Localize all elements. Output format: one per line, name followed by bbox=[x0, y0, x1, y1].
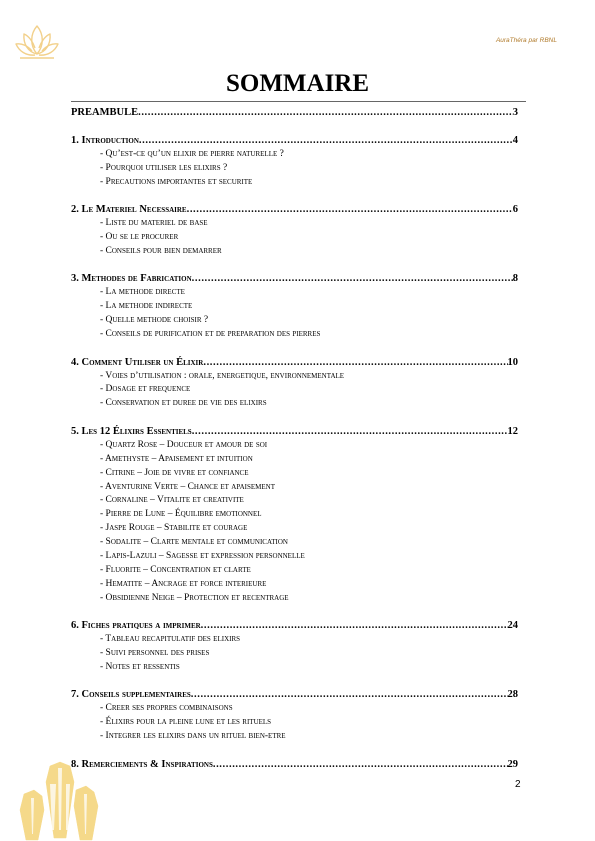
toc-subitem[interactable]: - Liste du materiel de base bbox=[100, 218, 208, 229]
toc-subitem[interactable]: - La methode indirecte bbox=[100, 301, 193, 312]
toc-entry[interactable] bbox=[71, 688, 518, 702]
brand-label: AuraThéra par RBNL bbox=[495, 37, 557, 44]
toc-entry-page: 3 bbox=[512, 107, 518, 118]
toc-leader-dots bbox=[139, 134, 513, 148]
toc-subitems bbox=[71, 702, 518, 744]
toc-entry-label: 5. Les 12 Élixirs Essentiels bbox=[71, 425, 192, 437]
toc-entry[interactable] bbox=[71, 203, 518, 217]
page-title: SOMMAIRE bbox=[225, 70, 370, 97]
toc-leader-dots bbox=[201, 619, 508, 633]
toc-entry[interactable] bbox=[71, 106, 518, 120]
toc-section bbox=[71, 134, 518, 190]
toc-subitem[interactable]: - Sodalite – Clarte mentale et communication bbox=[100, 537, 288, 548]
toc-entry-page: 29 bbox=[507, 758, 518, 770]
toc-subitem[interactable]: - Cornaline – Vitalite et creativite bbox=[100, 495, 244, 506]
toc-entry-label: 3. Methodes de Fabrication bbox=[71, 273, 192, 285]
toc-subitem[interactable]: - Voies d’utilisation : orale, energetique, environnementale bbox=[100, 370, 345, 381]
toc-subitems bbox=[71, 148, 518, 190]
toc-subitem[interactable]: - Qu’est-ce qu’un elixir de pierre naturelle ? bbox=[100, 149, 284, 159]
toc-leader-dots bbox=[213, 758, 508, 772]
toc-subitem[interactable]: - Fluorite – Concentration et clarte bbox=[100, 564, 251, 575]
toc-entry-page: 12 bbox=[507, 425, 518, 437]
toc-section bbox=[71, 203, 518, 259]
toc-leader-dots bbox=[192, 425, 508, 439]
toc-subitems bbox=[71, 217, 518, 259]
toc-section bbox=[71, 272, 518, 342]
toc-section bbox=[71, 356, 518, 412]
toc-subitem[interactable]: - Precautions importantes et securite bbox=[100, 176, 253, 187]
toc-subitem[interactable]: - Integrer les elixirs dans un rituel bien-etre bbox=[100, 731, 286, 742]
toc-subitem[interactable]: - Quelle methode choisir ? bbox=[100, 315, 209, 326]
toc-subitem[interactable]: - Lapis-Lazuli – Sagesse et expression personnelle bbox=[100, 551, 305, 562]
toc-entry-page: 4 bbox=[512, 135, 518, 146]
toc-subitem[interactable]: - Aventurine Verte – Chance et apaisement bbox=[100, 481, 276, 492]
toc-entry[interactable] bbox=[71, 134, 518, 148]
toc-entry-page: 28 bbox=[507, 689, 518, 701]
lotus-icon bbox=[14, 22, 60, 60]
toc-entry-label: 6. Fiches pratiques a imprimer bbox=[71, 620, 201, 632]
table-of-contents bbox=[71, 106, 518, 785]
crystals-icon bbox=[14, 760, 102, 841]
toc-subitem[interactable]: - Notes et ressentis bbox=[100, 661, 180, 672]
toc-subitem[interactable]: - Dosage et frequence bbox=[100, 384, 191, 395]
toc-leader-dots bbox=[191, 688, 508, 702]
page-number: 2 bbox=[515, 779, 521, 790]
toc-subitem[interactable]: - Suivi personnel des prises bbox=[100, 648, 210, 659]
toc-entry[interactable] bbox=[71, 758, 518, 772]
toc-subitems bbox=[71, 370, 518, 412]
toc-subitem[interactable]: - Pierre de Lune – Équilibre emotionnel bbox=[100, 509, 262, 520]
toc-entry-page: 6 bbox=[512, 204, 518, 216]
toc-entry[interactable] bbox=[71, 272, 518, 286]
title-divider bbox=[71, 101, 526, 102]
toc-subitem[interactable]: - Quartz Rose – Douceur et amour de soi bbox=[100, 439, 268, 450]
toc-entry[interactable] bbox=[71, 619, 518, 633]
toc-subitem[interactable]: - Citrine – Joie de vivre et confiance bbox=[100, 467, 249, 478]
toc-section bbox=[71, 758, 518, 772]
toc-subitems bbox=[71, 633, 518, 675]
toc-leader-dots bbox=[203, 356, 507, 370]
toc-entry[interactable] bbox=[71, 425, 518, 439]
toc-subitem[interactable]: - Obsidienne Neige – Protection et recentrage bbox=[100, 592, 289, 603]
toc-subitem[interactable]: - Élixirs pour la pleine lune et les rituels bbox=[100, 717, 272, 728]
toc-subitem[interactable]: - Conservation et duree de vie des elixirs bbox=[100, 398, 267, 409]
toc-entry[interactable] bbox=[71, 356, 518, 370]
toc-subitem[interactable]: - Hematite – Ancrage et force interieure bbox=[100, 578, 267, 589]
toc-leader-dots bbox=[187, 203, 513, 217]
toc-subitem[interactable]: - Conseils pour bien demarrer bbox=[100, 246, 222, 257]
toc-subitem[interactable]: - Jaspe Rouge – Stabilite et courage bbox=[100, 523, 248, 534]
toc-entry-label: PREAMBULE bbox=[71, 107, 139, 118]
toc-section bbox=[71, 619, 518, 675]
toc-entry-page: 8 bbox=[512, 273, 518, 285]
toc-subitem[interactable]: - La methode directe bbox=[100, 287, 185, 298]
toc-subitem[interactable]: - Creer ses propres combinaisons bbox=[100, 703, 233, 714]
toc-entry-label: 4. Comment Utiliser un Élixir bbox=[71, 356, 204, 368]
toc-subitem[interactable]: - Tableau recapitulatif des elixirs bbox=[100, 634, 241, 645]
toc-section bbox=[71, 106, 518, 120]
toc-subitem[interactable]: - Conseils de purification et de preparation des pierres bbox=[100, 329, 321, 340]
toc-leader-dots bbox=[192, 272, 513, 286]
toc-entry-page: 10 bbox=[507, 356, 518, 368]
toc-entry-label: 7. Conseils supplementaires bbox=[71, 689, 191, 701]
toc-subitem[interactable]: - Pourquoi utiliser les elixirs ? bbox=[100, 162, 228, 173]
toc-leader-dots bbox=[138, 106, 513, 120]
toc-section bbox=[71, 425, 518, 606]
toc-subitems bbox=[71, 439, 518, 606]
toc-entry-label: 8. Remerciements & Inspirations bbox=[71, 758, 213, 770]
toc-subitem[interactable]: - Amethyste – Apaisement et intuition bbox=[100, 453, 253, 464]
toc-entry-page: 24 bbox=[507, 620, 518, 632]
toc-entry-label: 1. Introduction bbox=[71, 135, 139, 146]
toc-entry-label: 2. Le Materiel Necessaire bbox=[71, 204, 187, 216]
toc-subitem[interactable]: - Ou se le procurer bbox=[100, 232, 179, 243]
toc-subitems bbox=[71, 286, 518, 342]
toc-section bbox=[71, 688, 518, 744]
